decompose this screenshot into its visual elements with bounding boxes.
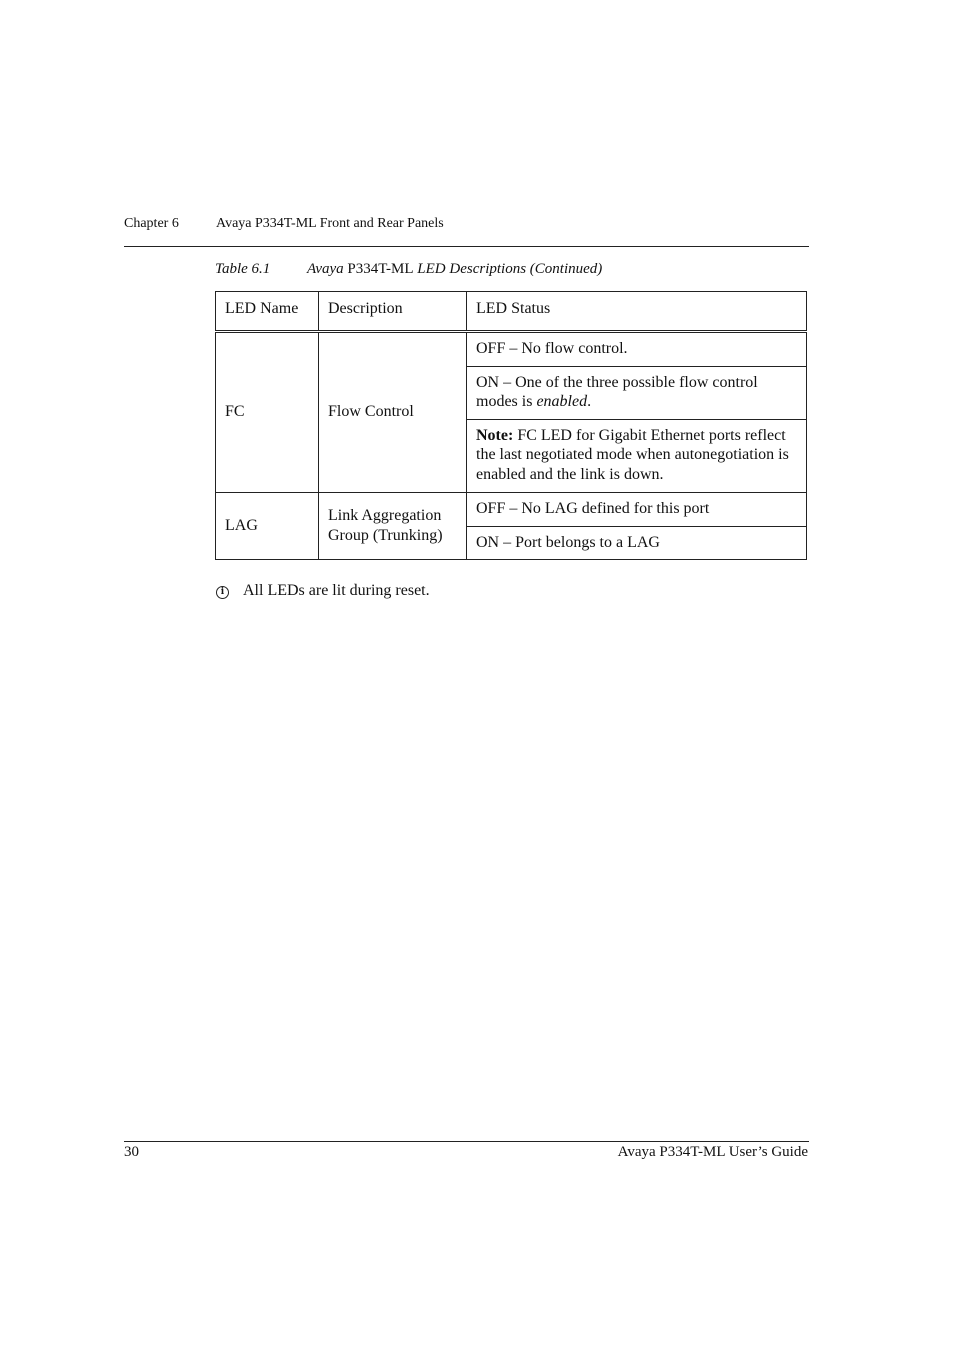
header-led-status: LED Status [467,292,807,332]
header-description: Description [319,292,467,332]
table-row [216,493,807,527]
fc-note-text: FC LED for Gigabit Ethernet ports reflect the last negotiated mode when autonegotiation is enabled and the link is down. [476,426,789,483]
fc-note-label: Note: [476,426,514,444]
lag-led-name: LAG [216,493,319,560]
table-header-row [216,292,807,332]
header-divider [124,246,809,247]
caption-brand: Avaya [307,261,344,277]
lag-description: Link Aggregation Group (Trunking) [319,493,467,560]
guide-title: Avaya P334T-ML User’s Guide [617,1144,808,1160]
caption-product: P334T-ML [347,261,414,277]
reset-note [216,582,430,600]
fc-status-on [467,366,807,419]
table-caption [307,261,602,278]
info-icon: i [216,586,229,599]
chapter-title: Avaya P334T-ML Front and Rear Panels [216,216,444,231]
fc-status-off: OFF – No flow control. [467,332,807,367]
header-led-name: LED Name [216,292,319,332]
fc-status-on-period: . [587,393,592,410]
lag-status-on: ON – Port belongs to a LAG [467,526,807,560]
fc-status-on-text: ON – One of the three possible flow control modes is [476,373,758,410]
fc-status-on-emphasis: enabled [536,393,588,410]
table-row [216,332,807,367]
lag-status-off: OFF – No LAG defined for this port [467,493,807,527]
footer-divider [124,1141,809,1142]
fc-note [467,419,807,493]
fc-description: Flow Control [319,332,467,493]
reset-note-text: All LEDs are lit during reset. [243,582,430,599]
table-number: Table 6.1 [215,261,271,277]
page-number: 30 [124,1144,139,1160]
fc-led-name: FC [216,332,319,493]
chapter-label: Chapter 6 [124,216,179,231]
led-descriptions-table [215,291,807,560]
caption-title: LED Descriptions (Continued) [417,261,603,277]
